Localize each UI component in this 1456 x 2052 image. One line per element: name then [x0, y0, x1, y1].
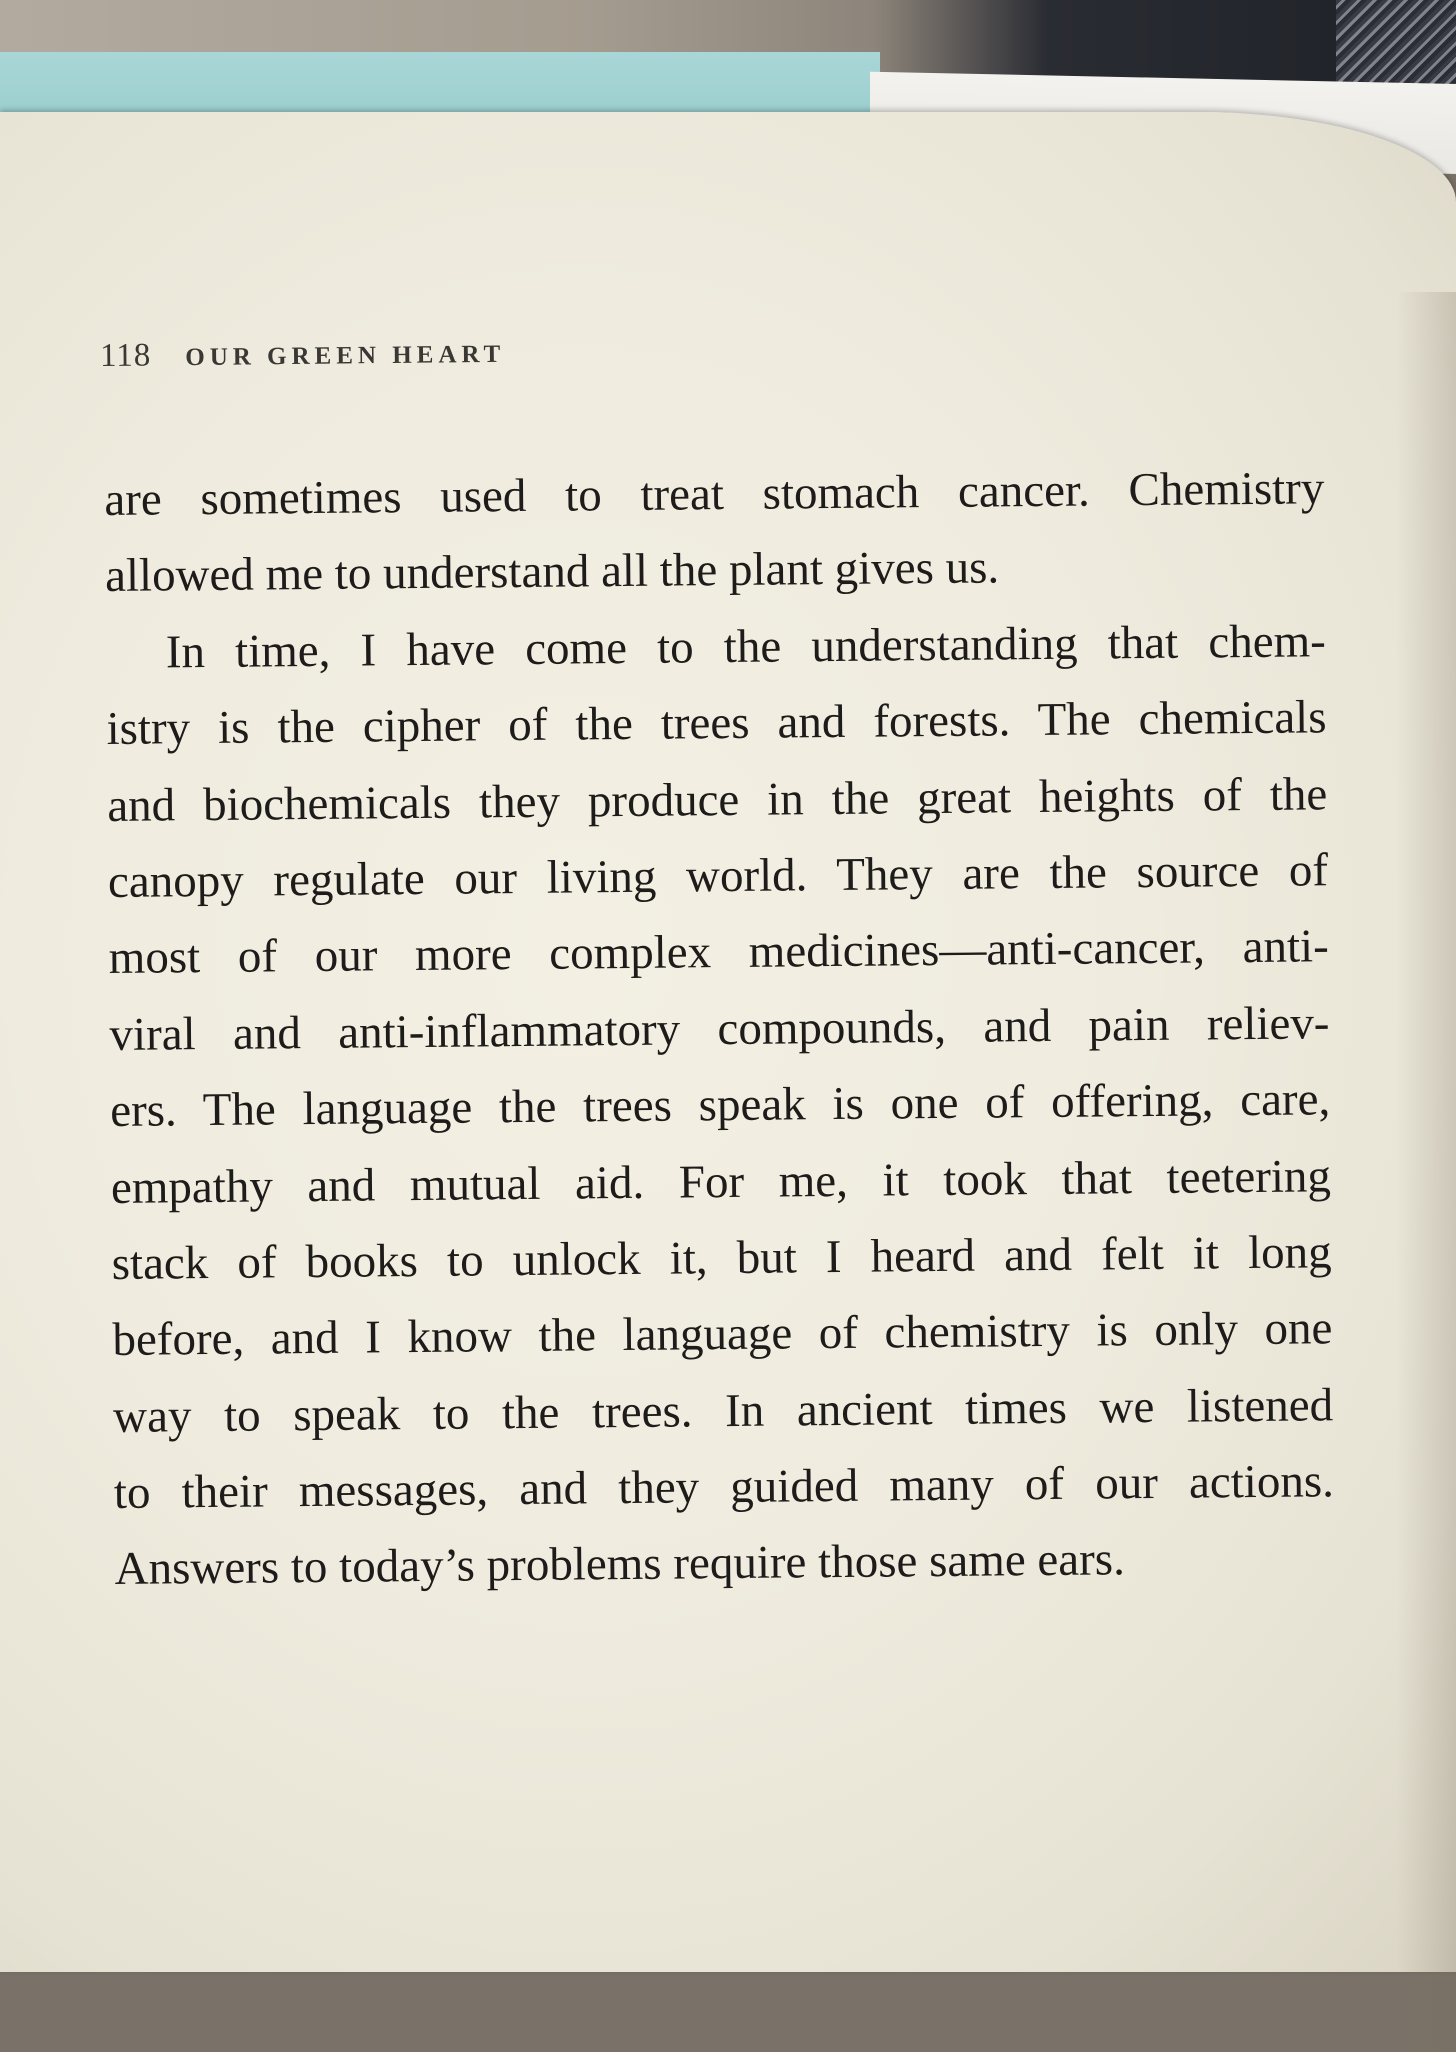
page-number: 118 [99, 337, 152, 374]
text-line: In time, I have come to the understanding that chem- [165, 615, 1327, 679]
text-line: viral and anti-inflammatory compounds, and pain reliev- [109, 996, 1330, 1061]
text-line: Answers to today’s problems require those same ears. [114, 1533, 1126, 1596]
page-edge-shadow [1396, 292, 1456, 2052]
text-line: allowed me to understand all the plant gives us. [104, 541, 1000, 603]
text-line: to their messages, and they guided many of our actions. [113, 1455, 1335, 1520]
text-line: empathy and mutual aid. For me, it took that teetering [110, 1149, 1332, 1214]
body-text [104, 450, 1335, 1608]
text-line: before, and I know the language of chemistry is only one [112, 1302, 1333, 1367]
text-line: and biochemicals they produce in the great heights of the [107, 767, 1328, 832]
text-line: most of our more complex medicines—anti-cancer, anti- [108, 920, 1329, 985]
text-line: istry is the cipher of the trees and forests. The chemicals [106, 691, 1327, 756]
running-head [100, 334, 506, 375]
text-line: ers. The language the trees speak is one of offering, care, [109, 1073, 1331, 1138]
text-line: stack of books to unlock it, but I heard and felt it long [111, 1226, 1332, 1290]
book-title: OUR GREEN HEART [185, 340, 506, 372]
text-line: way to speak to the trees. In ancient times we listened [112, 1378, 1334, 1443]
text-line: are sometimes used to treat stomach cancer. Chemistry [104, 462, 1325, 526]
text-line: canopy regulate our living world. They are the source of [107, 844, 1329, 908]
